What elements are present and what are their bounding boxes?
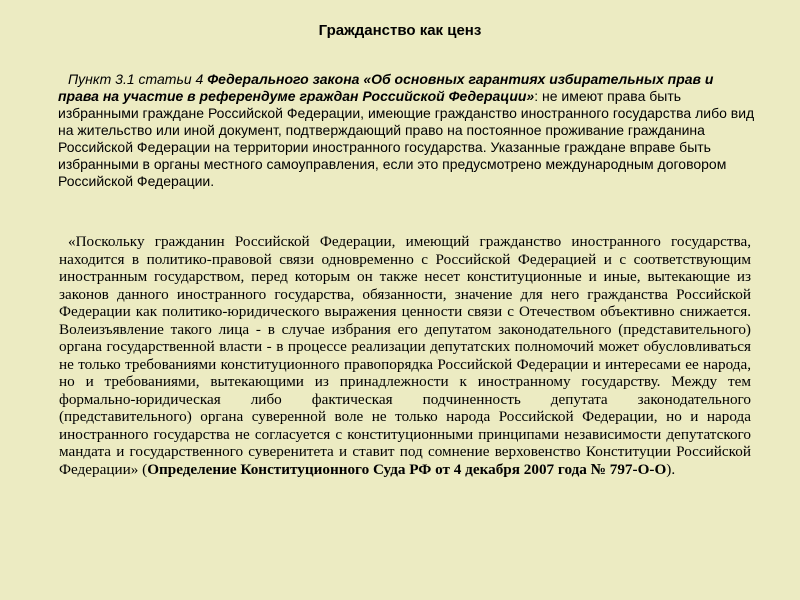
- law-paragraph-body: : не имеют права быть избранными граждане Российской Федерации, имеющие гражданство иностранного государства либо вид на жительство или иной документ, подтверждающий право на постоянное проживание гражданина Российской Федерации на территории иностранного государства. Указанные граждане вправе быть избранными в органы местного самоуправления, если это предусмотрено международным договором Российской Федерации.: [58, 88, 755, 189]
- court-decision-citation: Определение Конституционного Суда РФ от 4 декабря 2007 года № 797-О-О: [147, 460, 667, 478]
- law-name: Федерального закона «Об основных гарантиях избирательных прав и права на участие в референдуме граждан Российской Федерации»: [58, 71, 714, 104]
- slide-title: Гражданство как ценз: [318, 22, 482, 39]
- court-quote-text: «Поскольку гражданин Российской Федерации, имеющий гражданство иностранного государства, находится в политико-правовой связи одновременно с Российской Федерацией и с соответствующим иностранным государством, перед которым он также несет конституционные и иные, вытекающие из законов данного иностранного государства, обязанности, значение для него гражданства Российской Федерации как политико-юридического выражения ценности связи с Отечеством объективно снижается. Волеизъявление такого лица - в случае избрания его депутатом законодательного (представительного) органа государственной власти - в процессе реализации депутатских полномочий может обусловливаться не только требованиями конституционного правопорядка Российской Федерации и интересами ее народа, но и требованиями, вытекающими из принадлежности к иностранному государству. Между тем формально-юридическая либо фактическая подчиненность депутата законодательного (представительного) органа суверенной воле не только народа Российской Федерации, но и народа иностранного государства не согласуется с конституционными принципами независимости депутатского мандата и государственного суверенитета и ставит под сомнение верховенство Конституции Российской Федерации»: [59, 233, 751, 478]
- citation-open-paren: (: [142, 460, 148, 478]
- court-quote-paragraph: [59, 233, 751, 478]
- law-article-reference: Пункт 3.1 статьи 4: [68, 71, 208, 87]
- law-paragraph: [58, 71, 758, 190]
- citation-close: ).: [666, 460, 676, 478]
